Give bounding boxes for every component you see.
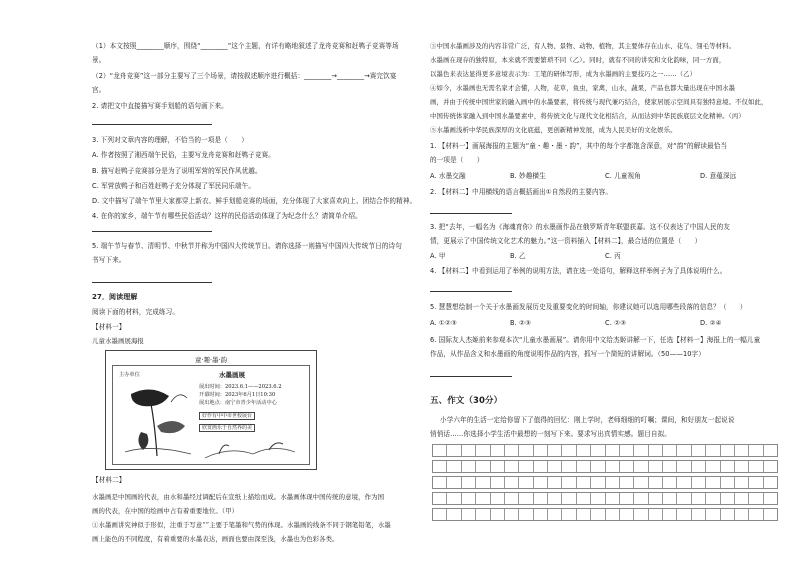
grid-cell[interactable] xyxy=(749,445,763,456)
grid-cell[interactable] xyxy=(462,477,476,488)
grid-cell[interactable] xyxy=(447,461,461,472)
q3-option-c[interactable]: C. 丙 xyxy=(605,252,621,260)
grid-cell[interactable] xyxy=(548,445,562,456)
poster-box-2: 欣赏画乐于自然界的美 xyxy=(199,424,255,432)
exhibition-poster xyxy=(105,350,317,470)
grid-cell[interactable] xyxy=(433,509,447,520)
grid-row[interactable] xyxy=(432,508,778,521)
q1-option-c[interactable]: C. 儿童视角 xyxy=(605,172,641,180)
composition-section-heading: 五、作文（30分） xyxy=(430,396,503,406)
grid-cell[interactable] xyxy=(606,445,620,456)
grid-cell[interactable] xyxy=(591,509,605,520)
grid-cell[interactable] xyxy=(764,493,777,504)
question-2: 2. 请把文中直接描写赛手划船的语句画下来。 xyxy=(92,102,228,110)
grid-cell[interactable] xyxy=(663,493,677,504)
grid-cell[interactable] xyxy=(433,461,447,472)
grid-cell[interactable] xyxy=(447,477,461,488)
question-5: 5. 端午节与春节、清明节、中秋节并称为中国四大传统节日。请你选择一则描写中国四大传统节日的诗句 xyxy=(92,242,402,250)
material-2-label: 【材料二】 xyxy=(92,476,126,484)
poster-bamboo-illustration xyxy=(199,436,299,460)
grid-cell[interactable] xyxy=(548,493,562,504)
grid-cell[interactable] xyxy=(548,461,562,472)
composition-writing-grid[interactable] xyxy=(432,444,776,522)
poster-opening: 开幕时间：2023年6月1日10:30 xyxy=(199,392,276,398)
grid-cell[interactable] xyxy=(462,509,476,520)
grid-cell[interactable] xyxy=(476,461,490,472)
q1-option-a[interactable]: A. 水墨交融 xyxy=(430,172,466,180)
q3-option-b[interactable]: B. 乙 xyxy=(510,252,526,260)
grid-cell[interactable] xyxy=(476,493,490,504)
question-3-option-d: D. 文中描写了端午节里大家都穿上新衣、鲜手划船竞赛的场面，充分体现了大家喜欢向上、团结合作的精神。 xyxy=(92,197,417,205)
grid-cell[interactable] xyxy=(663,477,677,488)
grid-cell[interactable] xyxy=(649,461,663,472)
grid-cell[interactable] xyxy=(620,493,634,504)
grid-cell[interactable] xyxy=(649,493,663,504)
grid-cell[interactable] xyxy=(562,509,576,520)
grid-cell[interactable] xyxy=(735,461,749,472)
grid-cell[interactable] xyxy=(447,509,461,520)
question-4: 4. 在你的家乡，端午节有哪些民俗活动？这样的民俗活动体现了为纪念什么？请简单介绍。 xyxy=(92,212,362,220)
grid-cell[interactable] xyxy=(764,445,777,456)
question-1-part-1-cont: 景。 xyxy=(92,56,106,64)
grid-cell[interactable] xyxy=(649,509,663,520)
grid-cell[interactable] xyxy=(462,461,476,472)
question-5-cont: 书写下来。 xyxy=(92,256,126,264)
section-27-heading: 27．阅读理解 xyxy=(92,293,138,301)
grid-cell[interactable] xyxy=(591,493,605,504)
grid-cell[interactable] xyxy=(548,509,562,520)
grid-cell[interactable] xyxy=(721,509,735,520)
q1-option-b[interactable]: B. 妙趣横生 xyxy=(510,172,546,180)
grid-cell[interactable] xyxy=(677,445,691,456)
grid-cell[interactable] xyxy=(519,477,533,488)
reading-question-3: 3. 把“去年，一幅名为《海魂育你》的水墨画作品在俄罗斯青年联盟获嘉。这不仅表达了中国人民的友 xyxy=(430,223,731,231)
grid-cell[interactable] xyxy=(663,509,677,520)
grid-cell[interactable] xyxy=(491,477,505,488)
grid-cell[interactable] xyxy=(663,445,677,456)
grid-cell[interactable] xyxy=(634,445,648,456)
grid-cell[interactable] xyxy=(692,493,706,504)
grid-cell[interactable] xyxy=(591,477,605,488)
grid-cell[interactable] xyxy=(491,493,505,504)
grid-cell[interactable] xyxy=(505,477,519,488)
grid-cell[interactable] xyxy=(519,509,533,520)
q5-option-b[interactable]: B. ②③ xyxy=(510,319,532,327)
grid-cell[interactable] xyxy=(721,477,735,488)
composition-prompt-cont: 悄悄话……你选择小学生活中最想的一刻写下来。要求写出真情实感。题目自拟。 xyxy=(430,430,671,438)
grid-cell[interactable] xyxy=(519,445,533,456)
question-3-option-c: C. 军营放鸭子和百姓赶鸭子充分体现了军民同乐端午。 xyxy=(92,182,256,190)
grid-cell[interactable] xyxy=(706,509,720,520)
grid-cell[interactable] xyxy=(577,461,591,472)
grid-cell[interactable] xyxy=(491,461,505,472)
grid-cell[interactable] xyxy=(649,477,663,488)
poster-title: 童·趣·墨·韵 xyxy=(194,356,228,364)
q5-option-c[interactable]: C. ②③ xyxy=(605,319,627,327)
material-para-5: ⑤水墨画浅析中华民族深厚的文化底蕴，更创新精神发展，成为人民美好的文化娱乐。 xyxy=(430,126,677,134)
grid-cell[interactable] xyxy=(433,493,447,504)
material-para-4-end: 中国传统体家融入到中国水墨要素中，将传统文化与现代文化相结合，从而达到中华民族底层文化精神。（丙） xyxy=(430,112,745,120)
answer-line[interactable] xyxy=(430,376,512,377)
grid-cell[interactable] xyxy=(721,445,735,456)
grid-cell[interactable] xyxy=(721,493,735,504)
poster-frame xyxy=(112,365,310,465)
reading-instructions: 阅读下面的材料，完成练习。 xyxy=(92,308,180,316)
grid-cell[interactable] xyxy=(433,477,447,488)
grid-cell[interactable] xyxy=(462,493,476,504)
grid-cell[interactable] xyxy=(476,445,490,456)
grid-cell[interactable] xyxy=(706,477,720,488)
grid-cell[interactable] xyxy=(433,445,447,456)
material-para-4: ④如今，水墨画也无需名家才会懂，人物，花草，鱼虫，家禽，山水，蔬果，产品也都大量出现在中国水墨 xyxy=(430,84,736,92)
material-1-label: 【材料一】 xyxy=(92,323,126,331)
reading-question-1-cont: 的一项是（ ） xyxy=(430,156,484,164)
grid-cell[interactable] xyxy=(577,509,591,520)
grid-cell[interactable] xyxy=(620,461,634,472)
reading-question-4: 4. 【材料二】中看到运用了举例的说明方法，请在选一处语句，解释这样举例子为了具体说明什么。 xyxy=(430,267,727,275)
question-3-option-b: B. 描写赶鸭子竞赛部分是为了说明军营的军民作风优越。 xyxy=(92,167,262,175)
material-para-3-cont: 水墨画在现存的独特原，本来就不需要繁琐不同（乙）。同时，就有不同的讲究和文化韵味，同一方面， xyxy=(430,56,726,64)
q1-option-d[interactable]: D. 意蕴深远 xyxy=(700,172,737,180)
question-1-part-2-cont: 宫。 xyxy=(92,86,106,94)
question-3: 3. 下列对文章内容的理解，不恰当的一项是（ ） xyxy=(92,136,248,144)
grid-cell[interactable] xyxy=(706,445,720,456)
grid-cell[interactable] xyxy=(548,477,562,488)
grid-cell[interactable] xyxy=(735,445,749,456)
grid-cell[interactable] xyxy=(534,509,548,520)
grid-cell[interactable] xyxy=(634,493,648,504)
grid-cell[interactable] xyxy=(505,493,519,504)
grid-cell[interactable] xyxy=(562,493,576,504)
grid-cell[interactable] xyxy=(677,477,691,488)
grid-cell[interactable] xyxy=(735,509,749,520)
question-1-part-2: （2）“龙舟竞赛”这一部分主要写了三个场景，请按叙述顺序进行概括：________→________→赛完饮宴 xyxy=(92,72,397,80)
ink-lotus-illustration xyxy=(121,382,195,460)
grid-cell[interactable] xyxy=(577,445,591,456)
grid-cell[interactable] xyxy=(491,445,505,456)
question-1-part-1: （1）本文按照________顺序，围绕“________”这个主题，有详有略地叙述了龙舟竞赛和赶鸭子竞赛等场 xyxy=(92,42,399,50)
answer-line[interactable] xyxy=(92,124,212,125)
material-2-para-2-cont: 画上能色的不同程度，有着重要的水墨表达，画面也要由深至浅，水墨也为色彩各类。 xyxy=(92,535,339,543)
material-1-subtitle: 儿童水墨画展海报 xyxy=(92,337,144,345)
grid-cell[interactable] xyxy=(764,477,777,488)
grid-cell[interactable] xyxy=(491,509,505,520)
grid-cell[interactable] xyxy=(606,509,620,520)
grid-cell[interactable] xyxy=(692,477,706,488)
reading-question-5: 5. 慧慧想绘制一个关于水墨画发展历史及重要变化的时间轴，你建议她可以选用哪些段落的信息？（ ） xyxy=(430,303,747,311)
grid-cell[interactable] xyxy=(505,445,519,456)
grid-cell[interactable] xyxy=(505,509,519,520)
grid-cell[interactable] xyxy=(562,477,576,488)
material-2-para-1: 水墨画是中国画的代表，由水和墨经过调配后在宣纸上描绘而成。水墨画体现中国传统的意境，作为国 xyxy=(92,493,385,501)
reading-question-1: 1. 【材料一】画展海报的主题为“童・趣・墨・韵”，其中的每个字都饱含深意，对“韵”的解读最恰当 xyxy=(430,142,728,150)
left-column xyxy=(92,0,464,562)
grid-cell[interactable] xyxy=(577,477,591,488)
grid-cell[interactable] xyxy=(677,461,691,472)
grid-cell[interactable] xyxy=(677,509,691,520)
grid-cell[interactable] xyxy=(706,461,720,472)
grid-cell[interactable] xyxy=(620,445,634,456)
grid-cell[interactable] xyxy=(519,461,533,472)
reading-question-6-cont: 作品，从作品含义和水墨画的角度说明作品的内容，抓写一个简短的讲解词。（50——10字） xyxy=(430,350,705,358)
grid-row[interactable] xyxy=(432,492,778,505)
question-3-option-a: A. 作者按照了湘西端午民俗，主要写龙舟竞赛和赶鸭子竞赛。 xyxy=(92,151,275,159)
grid-cell[interactable] xyxy=(663,461,677,472)
grid-cell[interactable] xyxy=(735,493,749,504)
grid-cell[interactable] xyxy=(519,493,533,504)
grid-row[interactable] xyxy=(432,444,778,457)
grid-cell[interactable] xyxy=(692,445,706,456)
grid-cell[interactable] xyxy=(692,461,706,472)
q5-option-a[interactable]: A. ①②③ xyxy=(430,319,457,327)
poster-box-1: 好作有中中市世校展台 xyxy=(199,412,255,420)
grid-cell[interactable] xyxy=(764,509,777,520)
grid-cell[interactable] xyxy=(534,445,548,456)
material-para-3-end: 以墨色来表达显得更多意境表示为：工笔的研体写形，成为水墨画的主要技巧之一……（乙） xyxy=(430,70,697,78)
grid-cell[interactable] xyxy=(534,493,548,504)
grid-cell[interactable] xyxy=(706,493,720,504)
grid-cell[interactable] xyxy=(606,477,620,488)
answer-line[interactable] xyxy=(430,291,512,292)
grid-cell[interactable] xyxy=(634,461,648,472)
grid-cell[interactable] xyxy=(562,461,576,472)
poster-hosts: 主办单位 xyxy=(119,372,140,378)
answer-line[interactable] xyxy=(92,282,212,283)
answer-line[interactable] xyxy=(92,231,212,232)
grid-cell[interactable] xyxy=(606,493,620,504)
grid-cell[interactable] xyxy=(476,477,490,488)
grid-cell[interactable] xyxy=(634,509,648,520)
composition-prompt: 小学六年的生活一定给你留下了值得的回忆：刚上学时，老师细细的叮嘱；课间，和好朋友一起说说 xyxy=(440,416,735,424)
grid-cell[interactable] xyxy=(649,445,663,456)
grid-cell[interactable] xyxy=(692,509,706,520)
grid-cell[interactable] xyxy=(534,461,548,472)
grid-cell[interactable] xyxy=(749,477,763,488)
material-para-3: ③中国水墨画涉及的内容非常广泛，有人物、景物、动物、植物，其主要体存在山水、花鸟、翎毛等材料。 xyxy=(430,42,736,50)
grid-cell[interactable] xyxy=(749,493,763,504)
material-2-para-1-cont: 画的代表，在中国的绘画中占有着重要地位。（甲） xyxy=(92,507,239,515)
grid-cell[interactable] xyxy=(721,461,735,472)
grid-cell[interactable] xyxy=(505,461,519,472)
q3-option-a[interactable]: A. 甲 xyxy=(430,252,446,260)
grid-cell[interactable] xyxy=(476,509,490,520)
grid-cell[interactable] xyxy=(764,461,777,472)
grid-cell[interactable] xyxy=(620,509,634,520)
reading-question-3-cont: 情，更展示了中国传统文化艺术的魅力。”这一资料插入【材料二】，最合适的位置是（ ） xyxy=(430,237,702,245)
poster-venue: 展出地点：南宁市青少年活动中心 xyxy=(199,400,277,406)
grid-row[interactable] xyxy=(432,476,778,489)
grid-cell[interactable] xyxy=(620,477,634,488)
material-para-4-cont: 画，并由于传统中国世家的融入画中的水墨要素，将传统与现代兼巧结合，使家居展示空间具有独特意境。不仅如此， xyxy=(430,98,768,106)
grid-cell[interactable] xyxy=(735,477,749,488)
q5-option-d[interactable]: D. ②④ xyxy=(700,319,722,327)
grid-cell[interactable] xyxy=(749,509,763,520)
grid-cell[interactable] xyxy=(562,445,576,456)
grid-cell[interactable] xyxy=(462,445,476,456)
material-2-para-2: ①水墨画讲究神似于形似，注重于写意“”主要于笔墨和气势的体现。水墨画的线条不同于钢笔铅笔，水墨 xyxy=(92,521,391,529)
grid-cell[interactable] xyxy=(577,493,591,504)
poster-dates: 展出时间：2023.6.1——2023.6.2 xyxy=(199,384,282,390)
grid-cell[interactable] xyxy=(534,477,548,488)
grid-row[interactable] xyxy=(432,460,778,473)
poster-heading: 水墨画展 xyxy=(219,371,245,379)
reading-question-6: 6. 国际友人杰姬前来参观本次“儿童水墨画展”。请你用中文给杰姬讲解一下，任选【材料一】海报上的一幅儿童 xyxy=(430,336,761,344)
answer-line[interactable] xyxy=(430,213,512,214)
grid-cell[interactable] xyxy=(677,493,691,504)
grid-cell[interactable] xyxy=(447,445,461,456)
grid-cell[interactable] xyxy=(447,493,461,504)
grid-cell[interactable] xyxy=(749,461,763,472)
grid-cell[interactable] xyxy=(634,477,648,488)
grid-cell[interactable] xyxy=(606,461,620,472)
grid-cell[interactable] xyxy=(591,445,605,456)
grid-cell[interactable] xyxy=(591,461,605,472)
reading-question-2: 2. 【材料二】中用横线的语言概括画出①自然段的主要内容。 xyxy=(430,188,613,196)
